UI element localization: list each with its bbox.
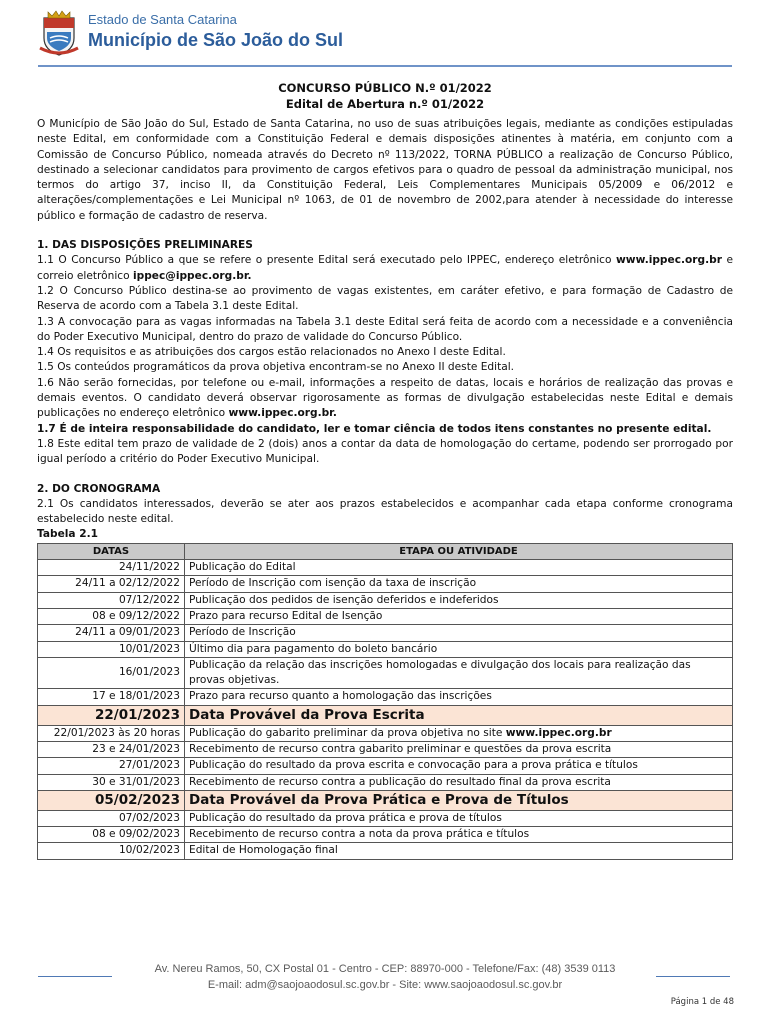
header-municipality: Município de São João do Sul — [88, 30, 344, 50]
schedule-table — [37, 543, 733, 860]
schedule-table-body — [38, 560, 733, 860]
table-row — [38, 560, 733, 576]
row-stage: Prazo para recurso Edital de Isenção — [185, 608, 733, 624]
row-stage: Publicação do resultado da prova escrita e convocação para a prova prática e títulos — [185, 758, 733, 774]
table-caption: Tabela 2.1 — [37, 528, 99, 541]
header-divider — [38, 65, 732, 67]
row-date: 24/11 a 09/01/2023 — [38, 625, 185, 641]
row-stage: Prazo para recurso quanto a homologação das inscrições — [185, 689, 733, 705]
column-header-stage: ETAPA OU ATIVIDADE — [185, 543, 733, 559]
paragraph-1-1-text: 1.1 O Concurso Público a que se refere o presente Edital será executado pelo IPPEC, endereço eletrônico — [37, 254, 617, 267]
ippec-website-link[interactable]: www.ippec.org.br — [616, 254, 722, 267]
page-header — [38, 8, 738, 66]
row-date: 27/01/2023 — [38, 758, 185, 774]
row-stage: Publicação da relação das inscrições homologadas e divulgação dos locais para realização das provas objetivas. — [185, 657, 733, 689]
paragraph-1-6 — [37, 376, 733, 422]
page-number: Página 1 de 48 — [670, 997, 734, 1007]
row-date: 16/01/2023 — [38, 657, 185, 689]
row-stage: Recebimento de recurso contra gabarito preliminar e questões da prova escrita — [185, 741, 733, 757]
row-stage: Data Provável da Prova Escrita — [185, 705, 733, 725]
table-row — [38, 592, 733, 608]
row-date: 07/02/2023 — [38, 810, 185, 826]
table-row-highlight — [38, 790, 733, 810]
title-line-2: Edital de Abertura n.º 01/2022 — [285, 97, 485, 111]
row-stage: Publicação do resultado da prova prática e prova de títulos — [185, 810, 733, 826]
paragraph-1-8: 1.8 Este edital tem prazo de validade de 2 (dois) anos a contar da data de homologação do certame, podendo ser prorrogado por igual período a critério do Poder Executivo Municipal. — [37, 437, 733, 466]
table-row — [38, 725, 733, 741]
intro-paragraph: O Município de São João do Sul, Estado de Santa Catarina, no uso de suas atribuições legais, mediante as condições estipuladas neste Edital, em conformidade com a Constituição Federal e demais disposições atinentes à matéria, em conjunto com a Comissão de Concurso Público, nomeada através do Decreto nº 113/2022, TORNA PÚBLICO a realização de Concurso Público, destinado a selecionar candidatos para provimento de cargos efetivos para o quadro de pessoal da administração municipal, nos termos do artigo 37, inciso II, da Constituição Federal, Leis Complementares Municipais 05/2009 e 06/2012 e alterações/complementações e Lei Municipal nº 1063, de 01 de novembro de 2002,para atender à necessidade do interesse público e formação de cadastro de reserva. — [37, 118, 733, 222]
row-stage: Publicação dos pedidos de isenção deferidos e indeferidos — [185, 592, 733, 608]
row-stage: Recebimento de recurso contra a nota da prova prática e títulos — [185, 827, 733, 843]
paragraph-1-2: 1.2 O Concurso Público destina-se ao provimento de vagas existentes, em caráter efetivo, e para formação de Cadastro de Reserva de acordo com a Tabela 3.1 deste Edital. — [37, 284, 733, 313]
table-header-row — [38, 543, 733, 559]
row-date: 24/11/2022 — [38, 560, 185, 576]
row-date: 23 e 24/01/2023 — [38, 741, 185, 757]
row-stage: Edital de Homologação final — [185, 843, 733, 859]
ippec-email-link[interactable]: ippec@ippec.org.br. — [132, 269, 252, 282]
paragraph-1-1 — [37, 253, 733, 284]
header-state: Estado de Santa Catarina — [88, 12, 237, 27]
section-2-heading: 2. DO CRONOGRAMA — [37, 482, 161, 495]
table-row — [38, 758, 733, 774]
row-stage-text: Publicação do gabarito preliminar da prova objetiva no site — [189, 726, 506, 739]
paragraph-2-1: 2.1 Os candidatos interessados, deverão se ater aos prazos estabelecidos e acompanhar cada etapa conforme cronograma estabelecido neste edital. — [37, 497, 733, 526]
row-date: 10/02/2023 — [38, 843, 185, 859]
row-date: 30 e 31/01/2023 — [38, 774, 185, 790]
row-date: 22/01/2023 — [38, 705, 185, 725]
footer-address: Av. Nereu Ramos, 50, CX Postal 01 - Centro - CEP: 88970-000 - Telefone/Fax: (48) 3539 0113 — [154, 963, 616, 975]
paragraph-1-1-text-b: e correio eletrônico — [37, 254, 733, 282]
table-row — [38, 576, 733, 592]
ippec-website-link-3[interactable]: www.ippec.org.br — [505, 726, 612, 739]
row-stage: Data Provável da Prova Prática e Prova de Títulos — [185, 790, 733, 810]
document-body — [37, 80, 733, 860]
paragraph-1-3: 1.3 A convocação para as vagas informadas na Tabela 3.1 deste Edital será feita de acordo com a necessidade e a conveniência do Poder Executivo Municipal, dentro do prazo de validade do Concurso Público. — [37, 315, 733, 343]
row-stage: Período de Inscrição com isenção da taxa de inscrição — [185, 576, 733, 592]
footer-rule-right — [656, 976, 730, 977]
table-row — [38, 774, 733, 790]
table-row-highlight — [38, 705, 733, 725]
row-stage: Período de Inscrição — [185, 625, 733, 641]
row-date: 10/01/2023 — [38, 641, 185, 657]
paragraph-1-6-text: 1.6 Não serão fornecidas, por telefone ou e-mail, informações a respeito de datas, locais e horários de realização das provas e demais eventos. O candidato deverá observar rigorosamente as formas de divulgação estabelecidas neste Edital e demais publicações no endereço eletrônico — [37, 376, 733, 420]
table-row — [38, 689, 733, 705]
row-date: 24/11 a 02/12/2022 — [38, 576, 185, 592]
document-title — [37, 80, 733, 112]
table-row — [38, 827, 733, 843]
table-row — [38, 608, 733, 624]
municipal-crest-icon — [38, 8, 80, 56]
title-line-1: CONCURSO PÚBLICO N.º 01/2022 — [278, 81, 492, 95]
paragraph-1-4: 1.4 Os requisitos e as atribuições dos cargos estão relacionados no Anexo I deste Edital. — [37, 346, 506, 359]
row-date: 05/02/2023 — [38, 790, 185, 810]
row-stage: Último dia para pagamento do boleto bancário — [185, 641, 733, 657]
row-date: 17 e 18/01/2023 — [38, 689, 185, 705]
row-stage: Recebimento de recurso contra a publicação do resultado final da prova escrita — [185, 774, 733, 790]
table-row — [38, 625, 733, 641]
row-date: 08 e 09/12/2022 — [38, 608, 185, 624]
paragraph-1-5: 1.5 Os conteúdos programáticos da prova objetiva encontram-se no Anexo II deste Edital. — [37, 361, 515, 374]
row-date: 07/12/2022 — [38, 592, 185, 608]
paragraph-1-7: 1.7 É de inteira responsabilidade do candidato, ler e tomar ciência de todos itens constantes no presente edital. — [37, 422, 712, 435]
column-header-dates: DATAS — [38, 543, 185, 559]
table-row — [38, 843, 733, 859]
table-row — [38, 810, 733, 826]
row-date: 08 e 09/02/2023 — [38, 827, 185, 843]
row-date: 22/01/2023 às 20 horas — [38, 725, 185, 741]
section-1-heading: 1. DAS DISPOSIÇÕES PRELIMINARES — [37, 239, 253, 252]
table-row — [38, 657, 733, 689]
table-row — [38, 641, 733, 657]
footer-contact: E-mail: adm@saojoaodosul.sc.gov.br - Site: www.saojoaodosul.sc.gov.br — [207, 979, 563, 991]
row-stage — [185, 725, 733, 741]
footer-rule-left — [38, 976, 112, 977]
ippec-website-link-2[interactable]: www.ippec.org.br. — [228, 407, 337, 420]
row-stage: Publicação do Edital — [185, 560, 733, 576]
table-row — [38, 741, 733, 757]
